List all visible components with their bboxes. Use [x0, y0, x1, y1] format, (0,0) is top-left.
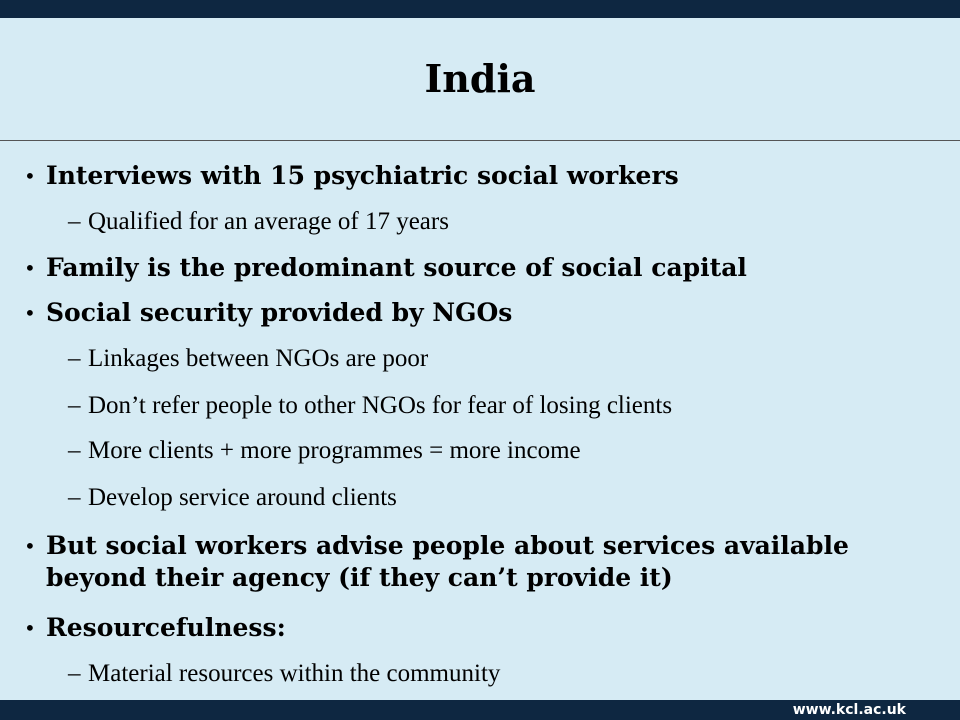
bullet-item: • Family is the predominant source of social capital [46, 252, 936, 284]
top-bar [0, 0, 960, 18]
sub-bullet-item: – More clients + more programmes = more income [88, 435, 948, 467]
bullet-item: • But social workers advise people about services available beyond their agency (if they can’t provide it) [46, 530, 936, 594]
title-divider [0, 140, 960, 141]
slide-title: India [424, 56, 536, 101]
bottom-bar [0, 700, 960, 720]
sub-bullet-item: – Develop service around clients [88, 482, 948, 514]
sub-bullet-item: – Don’t refer people to other NGOs for fear of losing clients [88, 390, 948, 422]
sub-bullet-item: – Qualified for an average of 17 years [88, 206, 948, 238]
sub-bullet-item: – Linkages between NGOs are poor [88, 343, 948, 375]
bullet-item: • Interviews with 15 psychiatric social workers [46, 160, 936, 192]
footer-url: www.kcl.ac.uk [792, 702, 906, 718]
bullet-item: • Social security provided by NGOs [46, 297, 936, 329]
bullet-item: • Resourcefulness: [46, 612, 936, 644]
sub-bullet-item: – Material resources within the community [88, 658, 948, 690]
